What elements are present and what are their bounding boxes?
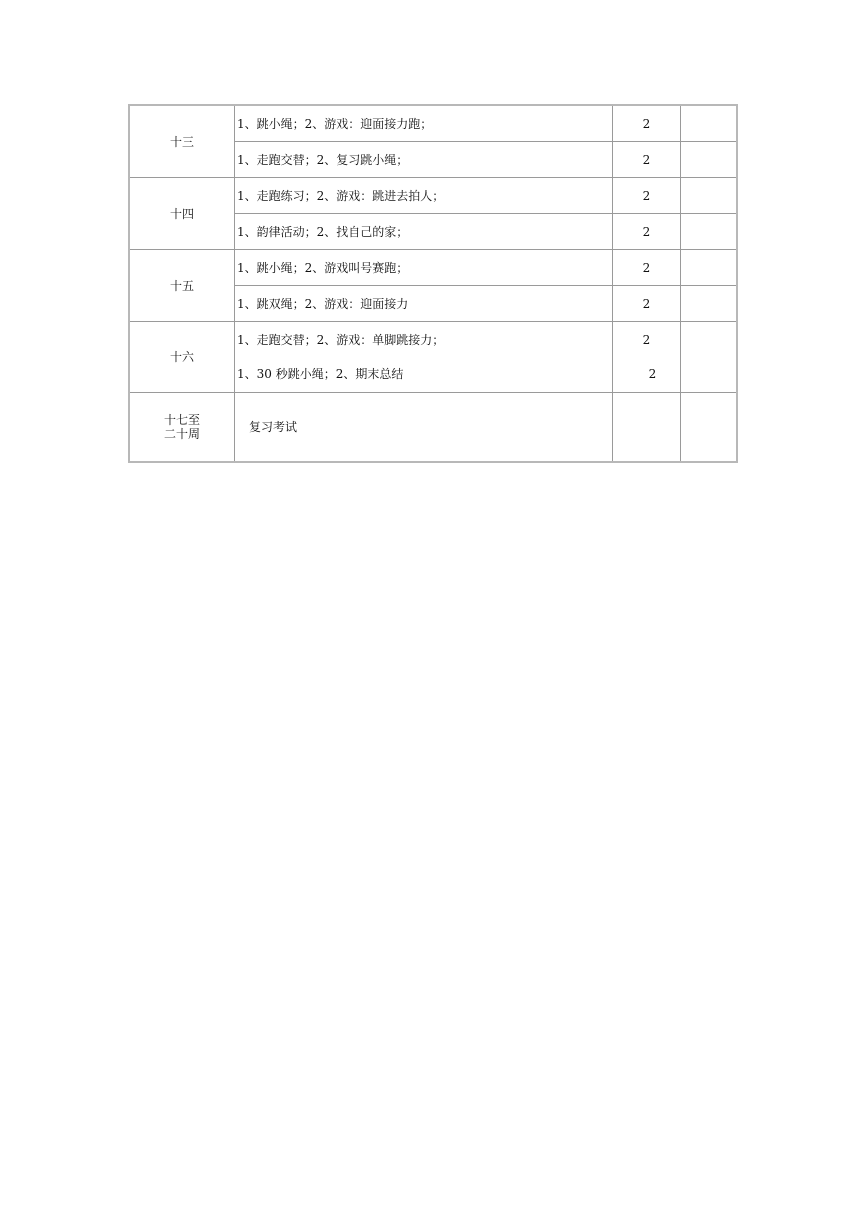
lesson-content: 1、走跑交替；2、复习跳小绳； [235,142,613,178]
lesson-hours: 2 [613,286,681,322]
note-cell [681,393,738,463]
week-cell: 十四 [129,178,235,250]
lesson-content: 1、跳小绳；2、游戏：迎面接力跑； [235,105,613,142]
lesson-content: 1、走跑练习；2、游戏：跳进去拍人； [235,178,613,214]
note-cell [681,105,738,142]
lesson-hours: 2 [613,142,681,178]
week-line: 十七至 [163,413,200,427]
schedule-table [128,104,738,463]
week-cell: 十六 [129,322,235,393]
lesson-hours: 2 [613,178,681,214]
note-cell [681,322,738,393]
week-line: 二十周 [163,427,200,441]
table-row [129,105,737,142]
lesson-content: 1、跳双绳；2、游戏：迎面接力 [235,286,613,322]
lesson-hours: 2 [648,367,657,381]
lesson-content: 1、30 秒跳小绳；2、期末总结 [237,367,404,381]
week-cell [129,393,235,463]
note-cell [681,142,738,178]
lesson-content: 1、韵律活动；2、找自己的家； [235,214,613,250]
table-row [129,322,737,393]
week-cell: 十三 [129,105,235,178]
note-cell [681,286,738,322]
note-cell [681,178,738,214]
lesson-content: 复习考试 [235,393,613,463]
lesson-hours [613,393,681,463]
lesson-content: 1、跳小绳；2、游戏叫号赛跑； [235,250,613,286]
lesson-hours: 2 [642,333,651,347]
lesson-content: 1、走跑交替；2、游戏：单脚跳接力； [237,333,445,347]
note-cell [681,250,738,286]
lesson-hours: 2 [613,250,681,286]
lesson-hours-group [613,322,681,393]
week-cell: 十五 [129,250,235,322]
lesson-content-group [235,322,613,393]
lesson-hours: 2 [613,214,681,250]
lesson-hours: 2 [613,105,681,142]
table-row [129,393,737,463]
note-cell [681,214,738,250]
table-row [129,250,737,286]
table-row [129,178,737,214]
